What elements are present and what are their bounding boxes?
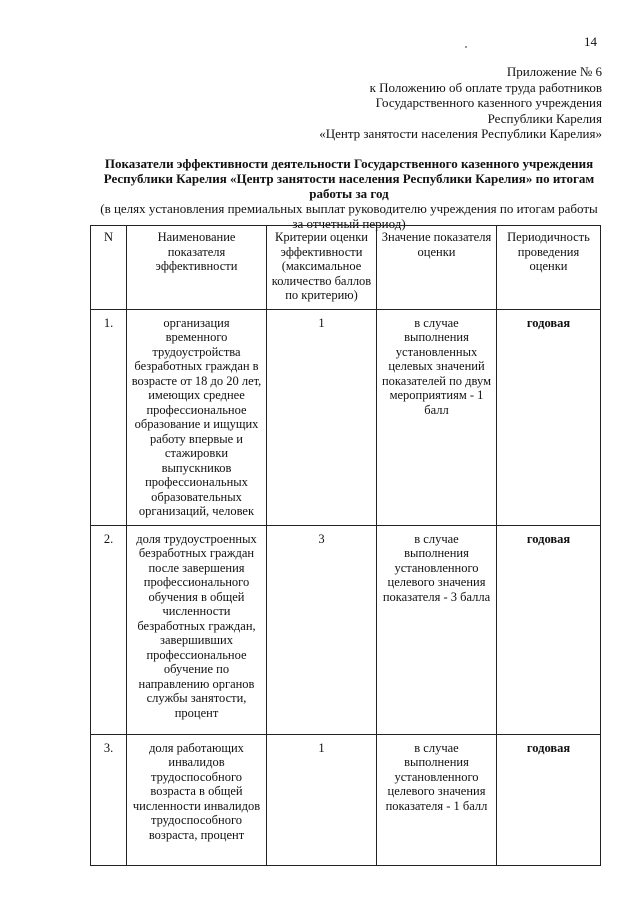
table-row <box>91 309 601 525</box>
kpi-table <box>90 225 601 866</box>
title-line: Показатели эффективности деятельности Государственного казенного учреждения <box>104 156 594 171</box>
appendix-line: Приложение № 6 <box>506 64 602 79</box>
header-value: Значение показателя оценки <box>377 226 497 310</box>
subtitle-line: (в целях установления премиальных выплат руководителю учреждения по итогам работы <box>100 201 598 216</box>
subtitle-line: за отчетный период) <box>292 216 406 231</box>
scan-speck <box>465 46 467 48</box>
appendix-line: к Положению об оплате труда работников <box>369 79 602 95</box>
row-number: 2. <box>91 525 127 734</box>
header-number: N <box>91 226 127 310</box>
page-number: 14 <box>584 34 597 49</box>
row-criteria: 1 <box>267 309 377 525</box>
appendix-line: Республики Карелия <box>487 110 602 126</box>
row-value: в случае выполнения установленных целевых значений показателей по двум мероприятиям - 1 балл <box>377 309 497 525</box>
row-periodicity: годовая <box>497 309 601 525</box>
title-line: работы за год <box>309 186 389 201</box>
row-indicator-name: доля работающих инвалидов трудоспособного возраста в общей численности инвалидов трудоспособного возраста, процент <box>127 734 267 865</box>
row-periodicity: годовая <box>497 734 601 865</box>
table-row <box>91 734 601 865</box>
table-header-row <box>91 226 601 310</box>
row-number: 1. <box>91 309 127 525</box>
row-criteria: 1 <box>267 734 377 865</box>
row-periodicity: годовая <box>497 525 601 734</box>
header-indicator-name: Наименование показателя эффективности <box>127 226 267 310</box>
appendix-header <box>319 64 602 142</box>
header-periodicity: Периодичность проведения оценки <box>497 226 601 310</box>
row-value: в случае выполнения установленного целевого значения показателя - 3 балла <box>377 525 497 734</box>
title-line: Республики Карелия «Центр занятости населения Республики Карелия» по итогам <box>103 171 595 186</box>
row-indicator-name: доля трудоустроенных безработных граждан после завершения профессионального обучения в общей численности безработных граждан, завершивших профессиональное обучение по направлению органов службы занятости, процент <box>127 525 267 734</box>
row-number: 3. <box>91 734 127 865</box>
row-indicator-name: организация временного трудоустройства безработных граждан в возрасте от 18 до 20 лет, имеющих среднее профессиональное образование и ищущих работу впервые и стажировки выпускников профессиональных образовательных организаций, человек <box>127 309 267 525</box>
row-criteria: 3 <box>267 525 377 734</box>
row-value: в случае выполнения установленного целевого значения показателя - 1 балл <box>377 734 497 865</box>
header-criteria: Критерии оценки эффективности (максимальное количество баллов по критерию) <box>267 226 377 310</box>
table-row <box>91 525 601 734</box>
document-title <box>86 156 612 231</box>
appendix-line: «Центр занятости населения Республики Карелия» <box>319 126 602 141</box>
appendix-line: Государственного казенного учреждения <box>375 95 602 110</box>
